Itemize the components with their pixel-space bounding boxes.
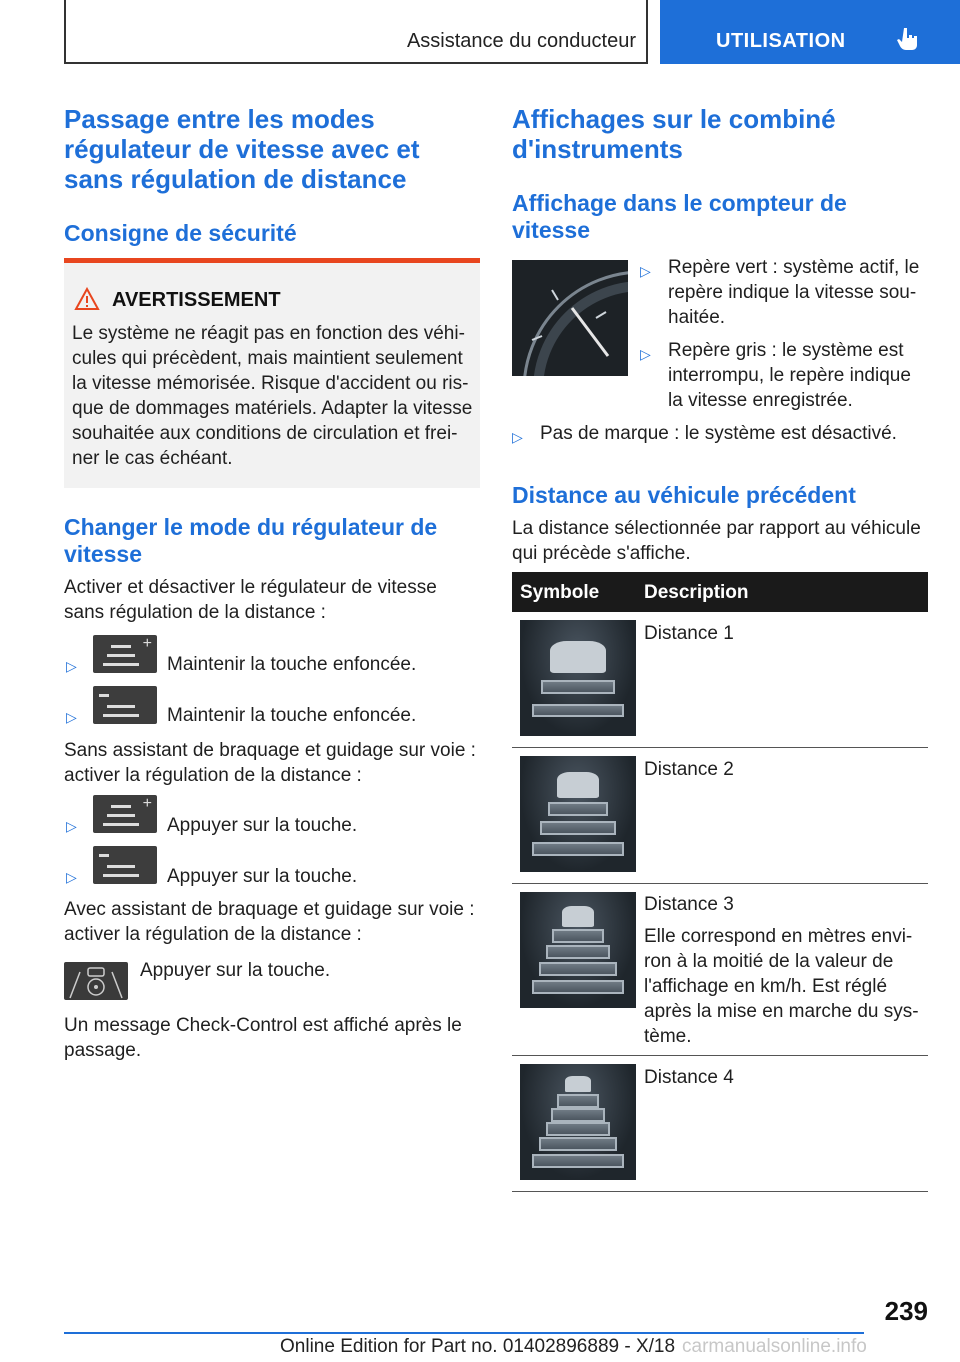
distance-button-plus-icon: + xyxy=(93,795,157,833)
warning-line: souhaitée aux conditions de circulation et frei- xyxy=(72,423,458,444)
bullet-triangle-icon: ▷ xyxy=(512,429,523,445)
right-title xyxy=(512,104,836,164)
distance-heading: Distance au véhicule précédent xyxy=(512,482,856,508)
page-number: 239 xyxy=(884,1296,928,1326)
left-title-line: régulateur de vitesse avec et xyxy=(64,134,420,164)
distance-3-description xyxy=(644,924,924,1049)
warning-triangle-icon xyxy=(74,287,100,311)
warning-line: Le système ne réagit pas en fonction des véhi- xyxy=(72,323,465,344)
text-line: Pas de marque : le système est désactivé. xyxy=(540,423,897,444)
warning-label: AVERTISSEMENT xyxy=(112,289,281,311)
right-title-line: d'instruments xyxy=(512,134,683,164)
table-row-divider xyxy=(512,1191,928,1192)
bullet-triangle-icon: ▷ xyxy=(66,658,77,674)
speedo-heading xyxy=(512,190,847,244)
bullet-green-marker xyxy=(640,255,930,330)
table-row-divider xyxy=(512,747,928,748)
distance-4-label: Distance 4 xyxy=(644,1067,734,1088)
heading-line: Affichage dans le compteur de xyxy=(512,190,847,216)
distance-1-image xyxy=(520,620,636,736)
change-mode-intro xyxy=(64,575,437,625)
distance-2-image xyxy=(520,756,636,872)
with-assist-text xyxy=(64,897,475,947)
distance-button-plus-icon: + xyxy=(93,635,157,673)
bullet-triangle-icon: ▷ xyxy=(640,263,651,279)
text-line: activer la régulation de la distance : xyxy=(64,924,362,945)
step-press-2: Appuyer sur la touche. xyxy=(167,866,358,887)
bullet-triangle-icon: ▷ xyxy=(66,869,77,885)
warning-line: ner le cas échéant. xyxy=(72,448,233,469)
distance-2-label: Distance 2 xyxy=(644,759,734,780)
text-line: qui précède s'affiche. xyxy=(512,543,691,564)
distance-3-image xyxy=(520,892,636,1008)
warning-line: que de dommages matériels. Adapter la vitesse xyxy=(72,398,473,419)
text-line: après la mise en marche du sys- xyxy=(644,1001,919,1022)
text-line: sans régulation de la distance : xyxy=(64,602,326,623)
table-header xyxy=(512,572,928,612)
text-line: passage. xyxy=(64,1040,142,1061)
table-row-divider xyxy=(512,883,928,884)
text-line: Elle correspond en mètres envi- xyxy=(644,926,913,947)
distance-button-minus-icon xyxy=(93,846,157,884)
warning-text xyxy=(72,321,476,471)
header-chapter-label: UTILISATION xyxy=(716,30,846,52)
steering-assist-button-icon xyxy=(64,962,128,1000)
right-title-line: Affichages sur le combiné xyxy=(512,104,836,134)
table-header-symbol: Symbole xyxy=(520,582,600,603)
distance-4-image xyxy=(520,1064,636,1180)
step-press-3: Appuyer sur la touche. xyxy=(140,960,331,981)
footer-divider xyxy=(64,1332,864,1334)
heading-line: vitesse xyxy=(64,541,143,567)
text-line: la vitesse enregistrée. xyxy=(668,390,853,411)
bullet-no-marker xyxy=(512,421,932,446)
bullet-triangle-icon: ▷ xyxy=(66,709,77,725)
table-row-divider xyxy=(512,1055,928,1056)
heading-line: Changer le mode du régulateur de xyxy=(64,514,438,540)
text-line: Sans assistant de braquage et guidage sur voie : xyxy=(64,740,476,761)
no-assist-text xyxy=(64,738,476,788)
text-line: Repère vert : système actif, le xyxy=(668,257,920,278)
heading-line: vitesse xyxy=(512,217,591,243)
text-line: Repère gris : le système est xyxy=(668,340,904,361)
header-chapter-tab xyxy=(660,0,960,64)
text-line: ron à la moitié de la valeur de xyxy=(644,951,894,972)
header-section-box xyxy=(64,0,648,64)
distance-button-minus-icon xyxy=(93,686,157,724)
left-title-line: Passage entre les modes xyxy=(64,104,375,134)
text-line: l'affichage en km/h. Est réglé xyxy=(644,976,888,997)
step-press-1: Appuyer sur la touche. xyxy=(167,815,358,836)
warning-box xyxy=(64,258,480,488)
warning-line: cules qui précèdent, mais maintient seulement xyxy=(72,348,463,369)
table-header-description: Description xyxy=(644,582,749,603)
left-title-line: sans régulation de distance xyxy=(64,164,407,194)
bullet-triangle-icon: ▷ xyxy=(66,818,77,834)
text-line: Activer et désactiver le régulateur de vitesse xyxy=(64,577,437,598)
text-line: repère indique la vitesse sou- xyxy=(668,282,917,303)
text-line: activer la régulation de la distance : xyxy=(64,765,362,786)
text-line: Un message Check-Control est affiché après le xyxy=(64,1015,462,1036)
safety-heading: Consigne de sécurité xyxy=(64,220,297,246)
text-line: interrompu, le repère indique xyxy=(668,365,911,386)
check-control-message xyxy=(64,1013,462,1063)
header-section-title: Assistance du conducteur xyxy=(406,30,636,52)
watermark-text: carmanualsonline.info xyxy=(682,1336,867,1357)
step-hold-2: Maintenir la touche enfoncée. xyxy=(167,705,417,726)
warning-line: la vitesse mémorisée. Risque d'accident ou ris- xyxy=(72,373,469,394)
step-hold-1: Maintenir la touche enfoncée. xyxy=(167,654,417,675)
footer-edition: Online Edition for Part no. 01402896889 - X/18 xyxy=(280,1336,676,1357)
distance-1-label: Distance 1 xyxy=(644,623,734,644)
bullet-grey-marker xyxy=(640,338,930,413)
bullet-triangle-icon: ▷ xyxy=(640,346,651,362)
text-line: Avec assistant de braquage et guidage sur voie : xyxy=(64,899,475,920)
change-mode-heading xyxy=(64,514,484,568)
text-line: tème. xyxy=(644,1026,692,1047)
text-line: haitée. xyxy=(668,307,726,328)
speedometer-image xyxy=(512,260,628,376)
left-title xyxy=(64,104,484,194)
distance-3-label: Distance 3 xyxy=(644,894,734,915)
distance-intro xyxy=(512,516,921,566)
hand-pointer-icon xyxy=(896,26,922,52)
text-line: La distance sélectionnée par rapport au véhicule xyxy=(512,518,921,539)
